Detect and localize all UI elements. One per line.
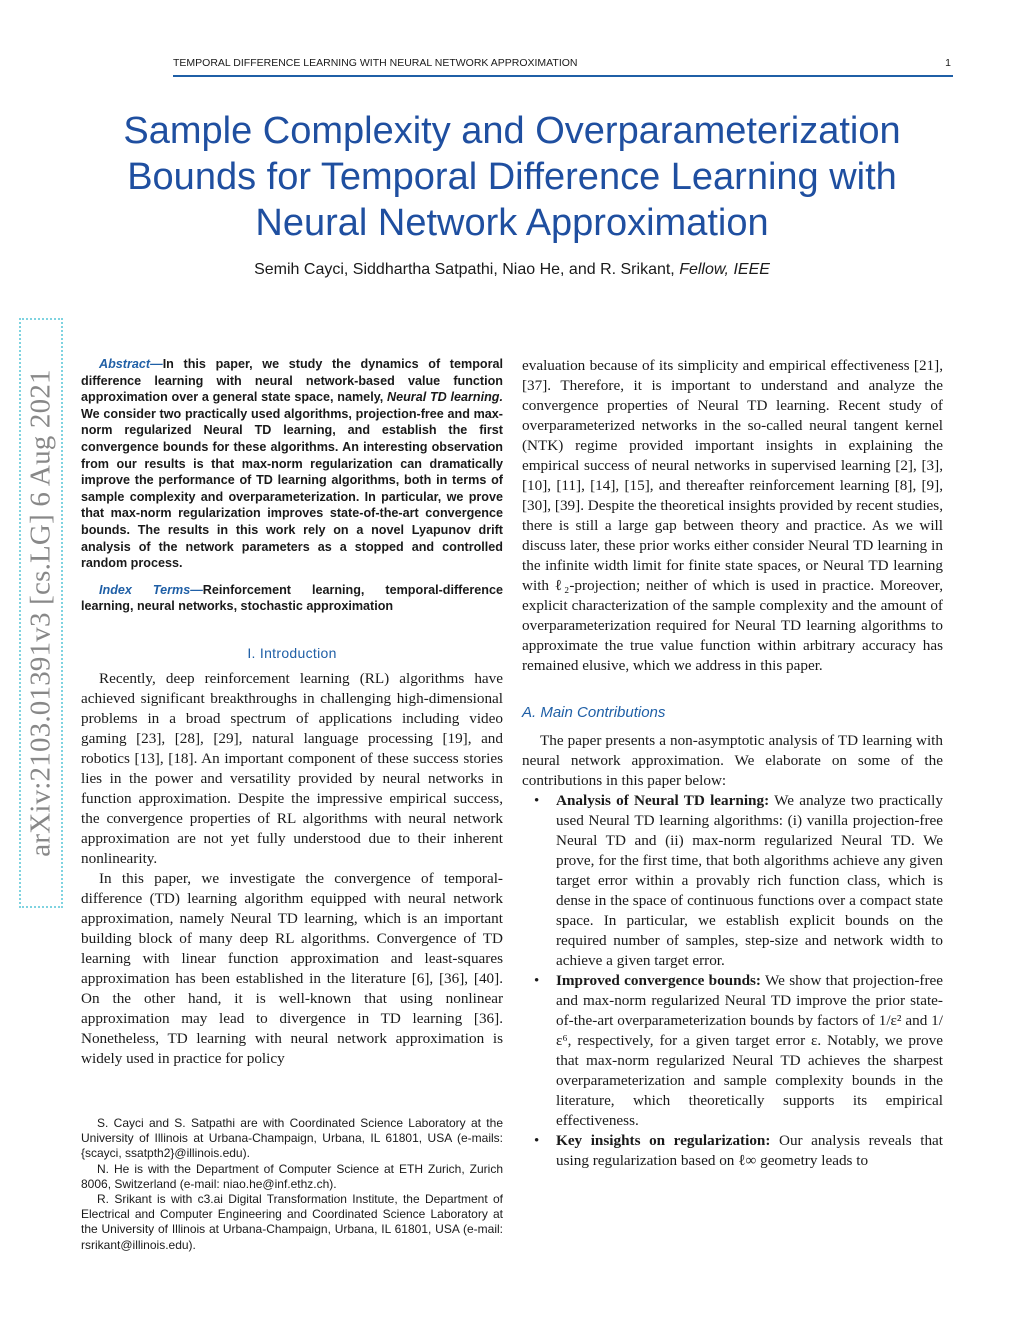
footnote: R. Srikant is with c3.ai Digital Transformation Institute, the Department of Electrical and Computer Engineering and Coordinated Science Laboratory at the University of Illinois at Urbana-Champaign, Urbana, IL 61801, USA (e-mail: rsrikant@illinois.edu). [81,1192,503,1252]
page-number: 1 [945,57,951,69]
bullet-icon: • [534,973,540,989]
contribution-title: Improved convergence bounds: [556,972,761,989]
title-line: Sample Complexity and Overparameterization [123,110,901,152]
running-title: TEMPORAL DIFFERENCE LEARNING WITH NEURAL NETWORK APPROXIMATION [173,57,578,69]
list-item [522,971,943,1131]
right-body [522,356,943,676]
index-terms-text: Reinforcement learning, temporal-difference learning, neural networks, stochastic approximation [81,582,503,614]
paragraph: The paper presents a non-asymptotic analysis of TD learning with neural network approximation. We elaborate on some of the contributions in this paper below: [522,732,943,789]
section-heading-introduction: I. Introduction [247,644,337,661]
paragraph: In this paper, we investigate the convergence of temporal-difference (TD) learning algorithm equipped with neural network approximation, namely Neural TD learning, which is an important building block of many deep RL algorithms. Convergence of TD learning with linear function approximation and least-squares approximation has been established in the literature [6], [36], [40]. On the other hand, it is well-known that using nonlinear approximation may lead to divergence in TD learning [36]. Nonetheless, TD learning with neural network approximation is widely used in practice for policy [81,869,503,1067]
left-column [81,356,503,1069]
contribution-text: We show that projection-free and max-norm regularized Neural TD improve the prior state-of-the-art overparameterization bounds by factors of 1/ε² and 1/ε⁶, respectively, for a given target error ε. Notably, we prove that max-norm regularized Neural TD achieves the sharpest overparameterization and sample complexity bounds in the literature, which theoretically supports its empirical effectiveness. [556,972,943,1129]
arxiv-id: arXiv:2103.01391v3 [cs.LG] 6 Aug 2021 [24,369,57,857]
abstract-emph: Neural TD learning. [387,390,503,405]
footnote: S. Cayci and S. Satpathi are with Coordinated Science Laboratory at the University of Illinois at Urbana-Champaign, Urbana, IL 61801, USA (e-mails: {scayci, ssatpth2}@illinois.edu). [81,1116,503,1161]
list-item [522,1131,943,1171]
title-line: Neural Network Approximation [255,202,769,244]
paper-title [70,108,954,246]
right-column [522,356,943,1171]
list-item [522,791,943,971]
paragraph: Recently, deep reinforcement learning (RL) algorithms have achieved significant breakthroughs in challenging high-dimensional problems in a broad spectrum of applications including video gaming [23], [28], [29], natural language processing [19], and robotics [13], [18]. An important component of these success stories lies in the power and versatility provided by neural networks in function approximation. Despite the impressive empirical success, the convergence properties of RL algorithms with neural network approximation are not yet fully understood due to their inherent nonlinearity. [81,669,503,867]
author-fellow: Fellow, IEEE [679,261,770,278]
bullet-icon: • [534,1133,540,1149]
subsection-heading-main-contributions: A. Main Contributions [522,704,666,721]
footnotes [81,1116,503,1253]
abstract [81,356,503,615]
contribution-text: Our analysis reveals that using regularization based on ℓ∞ geometry leads to [556,1132,943,1169]
contribution-title: Analysis of Neural TD learning: [556,792,770,809]
author-list [70,261,954,279]
introduction-body [81,669,503,1069]
title-line: Bounds for Temporal Difference Learning with [127,156,897,198]
author-names: Semih Cayci, Siddhartha Satpathi, Niao He, and R. Srikant, [254,261,675,278]
abstract-text-2: We consider two practically used algorithms, projection-free and max-norm regularized Neural TD learning, and establish the first convergence bounds for these algorithms. An interesting observation from our results is that max-norm regularization can dramatically improve the performance of TD learning algorithms, both in terms of sample complexity and overparameterization. In particular, we prove that max-norm regularization improves state-of-the-art convergence bounds. The results in this work rely on a novel Lyapunov drift analysis of the network parameters as a stopped and controlled random process. [81,406,503,571]
footnote: N. He is with the Department of Computer Science at ETH Zurich, Zurich 8006, Switzerland (e-mail: niao.he@inf.ethz.ch). [81,1161,503,1191]
contribution-title: Key insights on regularization: [556,1132,771,1149]
contributions-body [522,731,943,1171]
abstract-text-1: In this paper, we study the dynamics of temporal difference learning with neural network-based value function approximation over a general state space, namely, [81,357,503,405]
abstract-label: Abstract— [99,357,163,371]
contribution-text: We analyze two practically used Neural TD learning algorithms: (i) vanilla projection-free Neural TD and (ii) max-norm regularized Neural TD. We prove, for the first time, that both algorithms achieve any given target error within a provably rich function class, which is dense in the space of continuous functions over a compact state space. In particular, we establish explicit bounds on the required number of samples, step-size and network width to achieve a given target error. [556,792,943,969]
index-terms [81,582,503,615]
running-header [173,55,953,77]
contributions-list [522,791,943,1171]
paragraph: evaluation because of its simplicity and empirical effectiveness [21], [37]. Therefore, it is important to understand and analyze the convergence properties of Neural TD learning. Recent study of overparameterized networks in the so-called neural tangent kernel (NTK) regime provided important insights in explaining the empirical success of neural networks in supervised learning [2], [3], [10], [11], [14], [15], and thereafter reinforcement learning [8], [9], [30], [39]. Despite the theoretical insights provided by recent studies, there is still a large gap between theory and practice. As we will discuss later, these prior works either consider Neural TD learning in the infinite width limit for finite state spaces, or Neural TD learning with ℓ₂-projection; neither of which is used in practice. Moreover, explicit characterization of the sample complexity and the amount of overparameterization required for Neural TD learning algorithms to approximate the true value function within arbitrary accuracy has remained elusive, which we address in this paper. [522,357,943,674]
bullet-icon: • [534,793,540,809]
arxiv-stamp [19,318,63,908]
index-terms-label: Index Terms— [99,582,203,597]
